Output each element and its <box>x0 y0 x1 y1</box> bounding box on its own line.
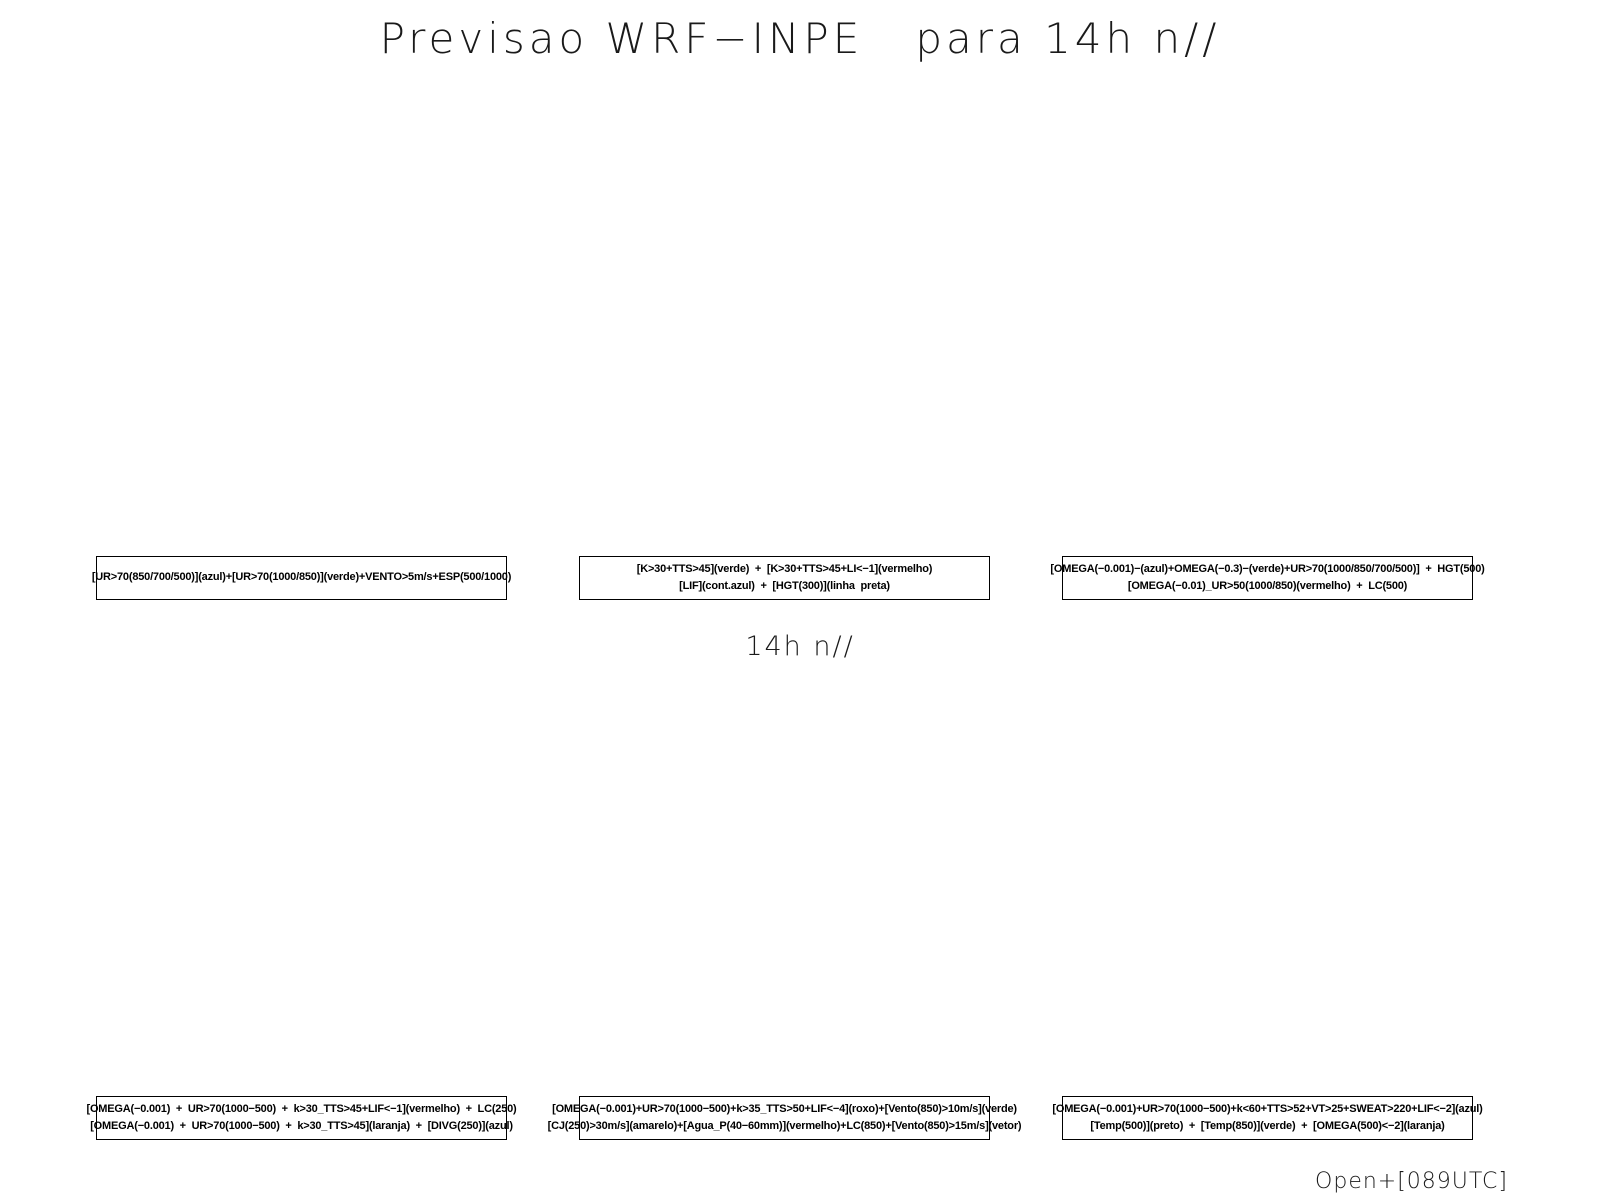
legend-box-bottom-right <box>1052 1096 1483 1140</box>
legend-line: [OMEGA(−0.001)+UR>70(1000−500)+k>35_TTS>50+LIF<−4](roxo)+[Vento(850)>10m/s](verde) <box>552 1102 1017 1115</box>
legend-box-top-left <box>91 556 512 600</box>
legend-line: [Temp(500)](preto) + [Temp(850)](verde) + [OMEGA(500)<−2](laranja) <box>1090 1120 1445 1132</box>
legend-box-bottom-left <box>86 1096 517 1140</box>
legend-line: [CJ(250)>30m/s](amarelo)+[Agua_P(40−60mm)](vermelho)+LC(850)+[Vento(850)>15m/s](vetor) <box>547 1120 1022 1132</box>
legend-line: [OMEGA(−0.001) + UR>70(1000−500) + k>30_TTS>45+LIF<−1](vermelho) + LC(250) <box>86 1102 517 1115</box>
legend-line: [OMEGA(−0.01)_UR>50(1000/850)(vermelho) + LC(500) <box>1127 580 1408 592</box>
legend-box-top-center <box>579 556 990 600</box>
page-title: Previsao WRF−INPE para 14h n// <box>379 14 1221 63</box>
map-panel-top-center <box>579 96 990 552</box>
legend-line: [OMEGA(−0.001)+UR>70(1000−500)+k<60+TTS>52+VT>25+SWEAT>220+LIF<−2](azul) <box>1052 1102 1483 1115</box>
map-panel-top-right <box>1062 96 1473 552</box>
mid-caption: 14h n// <box>745 631 855 662</box>
map-panel-top-left <box>96 96 507 552</box>
legend-line: [K>30+TTS>45](verde) + [K>30+TTS>45+LI<−1](vermelho) <box>636 562 933 575</box>
footer-label: Open+[089UTC] <box>1315 1169 1508 1194</box>
legend-line: [OMEGA(−0.001) + UR>70(1000−500) + k>30_TTS>45](laranja) + [DIVG(250)](azul) <box>90 1120 513 1132</box>
legend-line: [OMEGA(−0.001)−(azul)+OMEGA(−0.3)−(verde)+UR>70(1000/850/700/500)] + HGT(500) <box>1050 562 1485 575</box>
legend-line: [LIF](cont.azul) + [HGT(300)](linha preta) <box>679 580 890 592</box>
map-panel-bottom-left <box>96 686 507 1086</box>
legend-box-top-right <box>1050 556 1485 600</box>
legend-line: [UR>70(850/700/500)](azul)+[UR>70(1000/850)](verde)+VENTO>5m/s+ESP(500/1000) <box>91 571 512 584</box>
map-panel-bottom-center <box>579 686 990 1086</box>
legend-box-bottom-center <box>547 1096 1022 1140</box>
map-panel-bottom-right <box>1062 686 1473 1086</box>
